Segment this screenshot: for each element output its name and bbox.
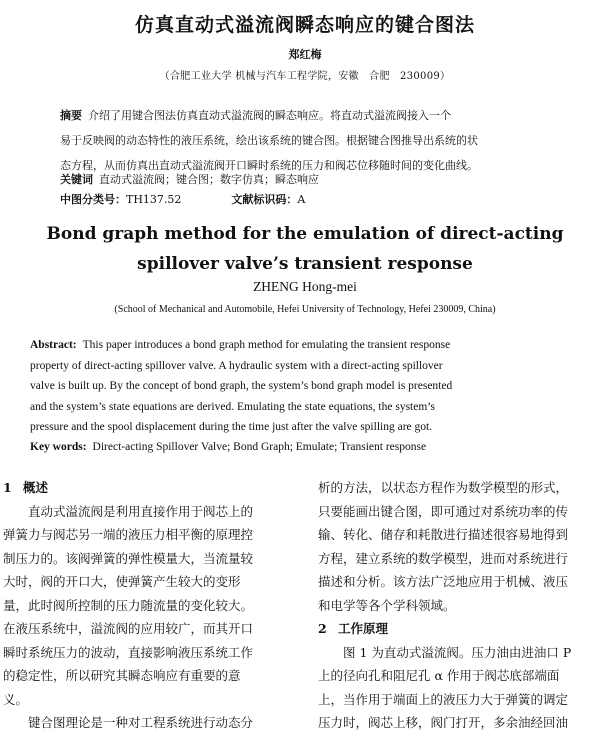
body-line: 上的径向孔和阻尼孔 α 作用于阀芯底部端面: [318, 668, 560, 683]
paragraph: [3, 500, 290, 524]
body-column-right: [318, 476, 605, 735]
affiliation-en: (School of Mechanical and Automobile, Hefei University of Technology, Hefei 230009, China): [114, 304, 496, 315]
abstract-cn-line: 介绍了用键合图法仿真直动式溢流阀的瞬态响应。将直动式溢流阀接入一个: [88, 109, 451, 122]
body-line: 键合图理论是一种对工程系统进行动态分: [28, 715, 254, 730]
keywords-en: [30, 437, 578, 458]
doc-code-value: A: [297, 193, 306, 206]
body-line: 量，此时阀所控制的压力随流量的变化较大。: [3, 597, 254, 613]
abstract-cn-line: 态方程，从而仿真出直动式溢流阀开口瞬时系统的压力和阀芯位移随时间的变化曲线。: [60, 159, 478, 172]
author-cn: 郑红梅: [288, 48, 322, 61]
paper-title-en: [0, 219, 610, 279]
body-line: 上，当作用于端面上的液压力大于弹簧的调定: [318, 691, 569, 707]
body-line: 制压力的。该阀弹簧的弹性模量大，当流量较: [3, 550, 254, 566]
body-line: 描述和分析。该方法广泛地应用于机械、液压: [318, 574, 569, 589]
classification-row: [60, 187, 580, 212]
keywords-label-cn: 关键词: [60, 173, 93, 186]
abstract-en: [30, 335, 578, 438]
body-line: 的稳定性，所以研究其瞬态响应有重要的意: [3, 668, 241, 683]
body-line: 在液压系统中，溢流阀的应用较广，而其开口: [3, 621, 254, 636]
body-line: 只要能画出键合图，即可通过对系统功率的传: [318, 503, 569, 519]
keywords-cn-text: 直动式溢流阀；键合图；数字仿真；瞬态响应: [99, 173, 319, 186]
paper-title-en-line2: spillover valve’s transient response: [137, 254, 473, 274]
affiliation-cn: （合肥工业大学 机械与汽车工程学院，安徽 合肥 230009）: [159, 71, 451, 82]
paragraph: [3, 711, 290, 735]
abstract-en-line: pressure and the spool displacement during the time just after the valve spilling are got.: [30, 421, 433, 433]
body-line: 方程，建立系统的数学模型，进而对系统进行: [318, 550, 569, 566]
section-title: 概述: [23, 480, 49, 495]
body-line: 输、转化、储存和耗散进行描述很容易地得到: [318, 527, 569, 542]
doc-code-label: 文献标识码：: [231, 193, 298, 206]
section-heading-1: [3, 476, 290, 500]
paragraph: [318, 641, 605, 665]
body-line: 压力时，阀芯上移，阀门打开，多余油经回油: [318, 715, 569, 730]
body-line: 直动式溢流阀是利用直接作用于阀芯上的: [28, 503, 254, 519]
abstract-en-line: property of direct-acting spillover valve. A hydraulic system with a direct-acting spillover: [30, 359, 443, 372]
body-line: 义。: [3, 691, 29, 707]
section-heading-2: [318, 617, 605, 641]
paper-title-cn: 仿真直动式溢流阀瞬态响应的键合图法: [134, 14, 475, 36]
abstract-en-line: and the system’s state equations are derived. Emulating the state equations, the system’s: [30, 400, 435, 413]
clc-value: TH137.52: [126, 193, 182, 206]
paper-title-en-line1: Bond graph method for the emulation of direct-acting: [46, 224, 564, 244]
abstract-cn-line: 易于反映阀的动态特性的液压系统，绘出该系统的键合图。根据键合图推导出系统的状: [60, 134, 478, 147]
abstract-label-en: Abstract:: [30, 339, 77, 351]
section-title: 工作原理: [338, 621, 389, 636]
body-column-left: [3, 476, 290, 735]
author-en: ZHENG Hong-mei: [253, 279, 357, 294]
abstract-label-cn: 摘要: [60, 109, 82, 122]
abstract-en-line: valve is built up. By the concept of bond graph, the system’s bond graph model is presented: [30, 380, 453, 392]
section-number: 2: [318, 621, 327, 636]
keywords-en-text: Direct-acting Spillover Valve; Bond Graph; Emulate; Transient response: [92, 441, 427, 453]
body-line: 大时，阀的开口大，使弹簧产生较大的变形: [3, 574, 241, 589]
section-number: 1: [3, 480, 12, 495]
keywords-label-en: Key words:: [30, 441, 87, 453]
abstract-en-line: This paper introduces a bond graph method for emulating the transient response: [82, 339, 451, 351]
body-line: 和电学等各个学科领域。: [318, 597, 456, 613]
body-line: 析的方法，以状态方程作为数学模型的形式，: [318, 480, 569, 495]
body-line: 弹簧力与阀芯另一端的液压力相平衡的原理控: [3, 527, 254, 542]
body-line: 瞬时系统压力的波动，直接影响液压系统工作: [3, 644, 254, 660]
clc-label: 中图分类号：: [60, 193, 126, 206]
body-line: 图 1 为直动式溢流阀。压力油由进油口 P: [343, 644, 572, 660]
